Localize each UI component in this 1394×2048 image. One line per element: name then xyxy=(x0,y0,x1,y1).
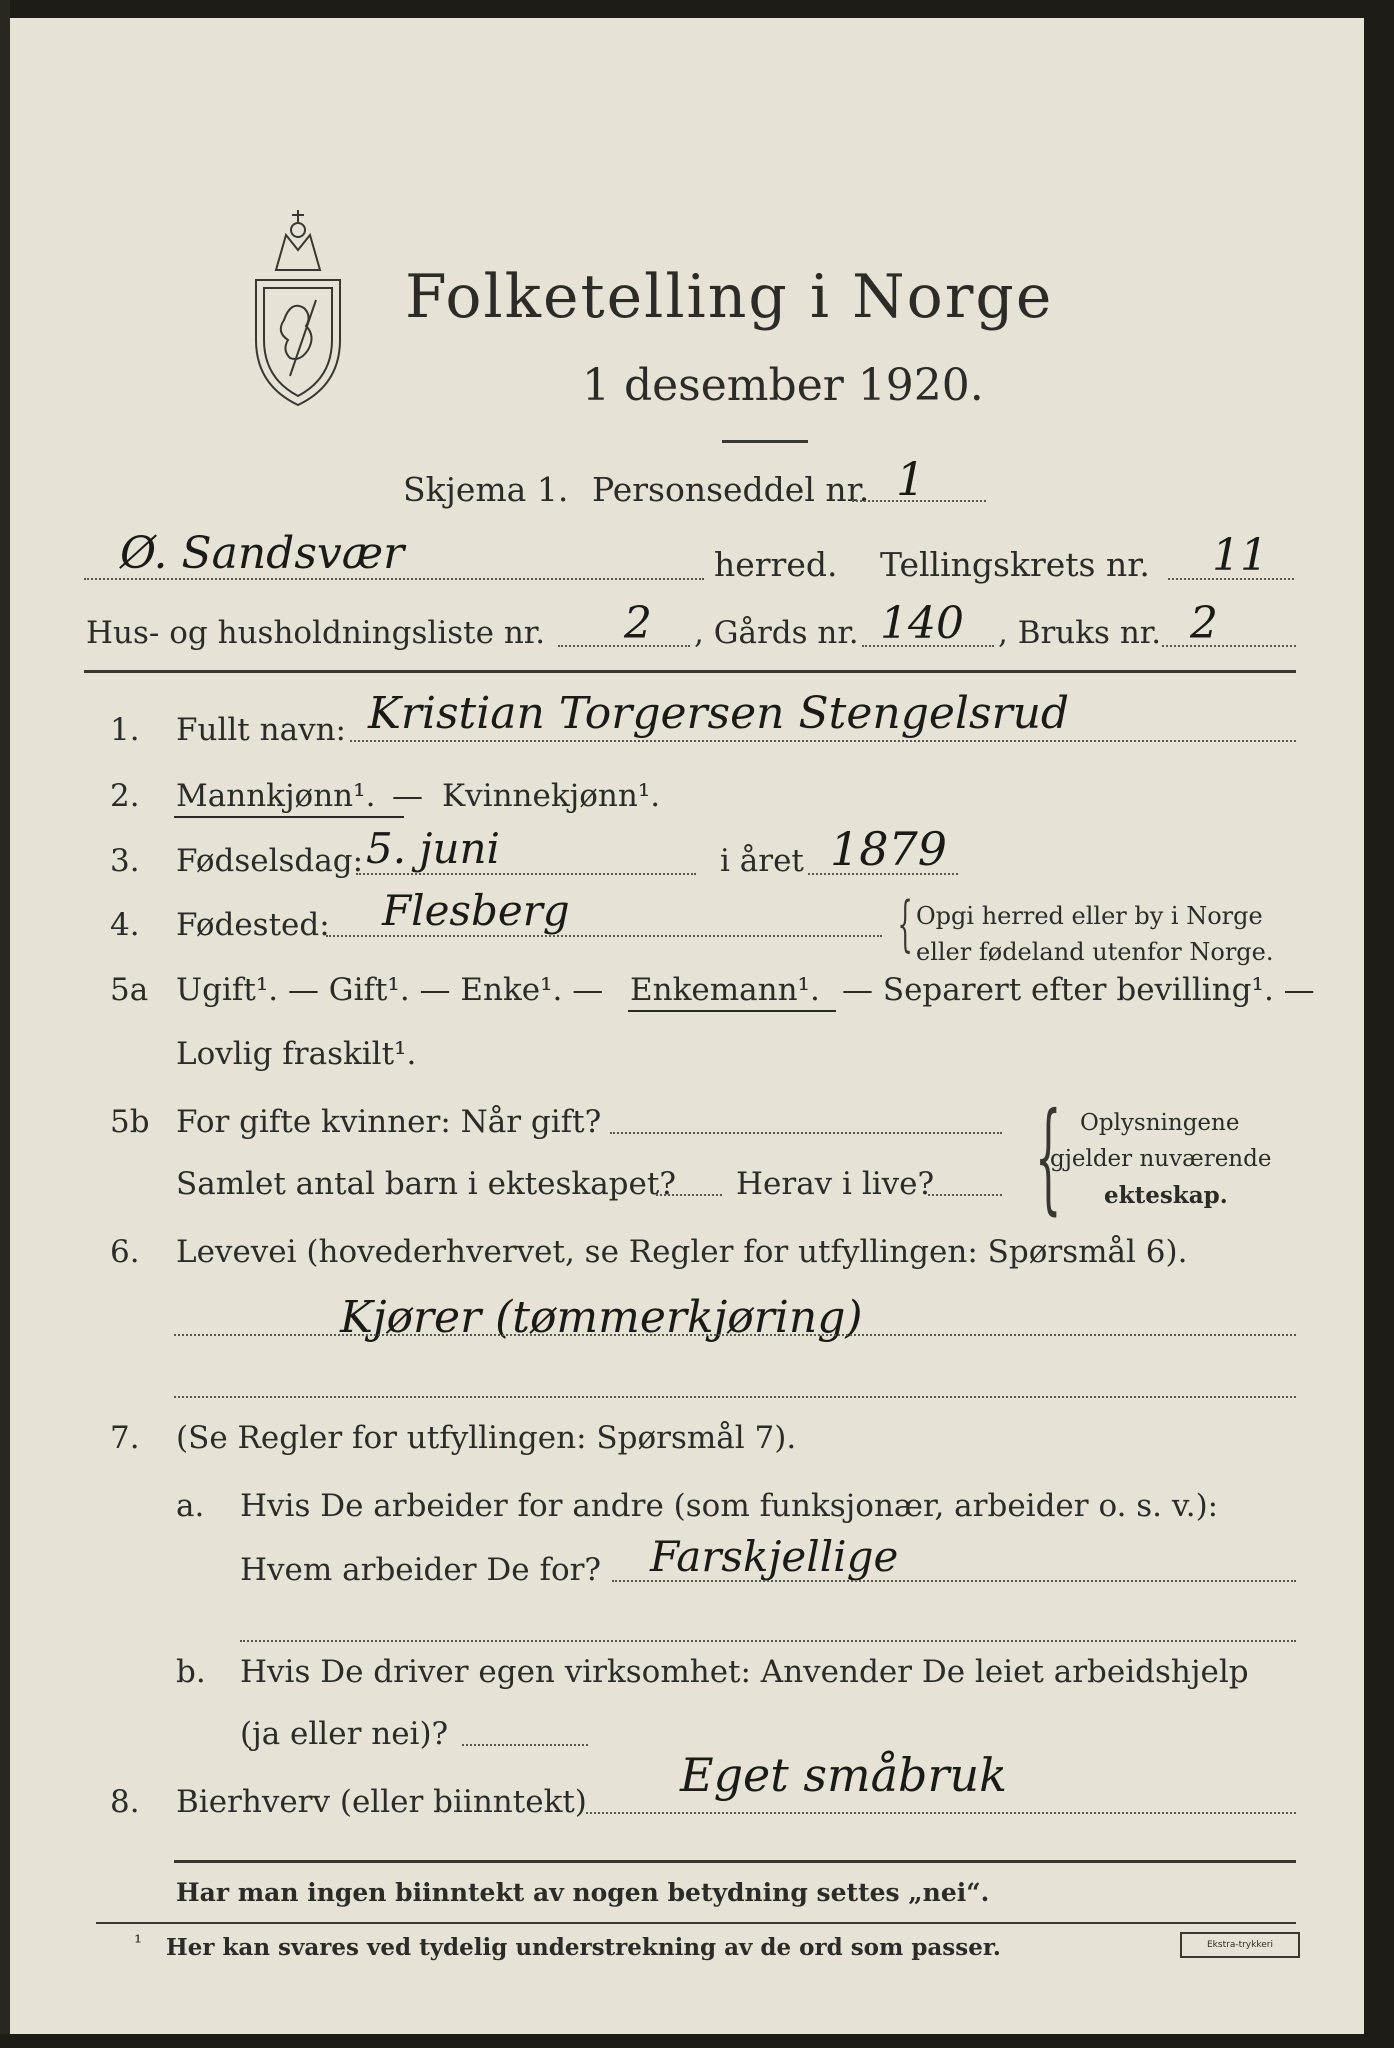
hus-value: 2 xyxy=(624,598,652,649)
title-divider xyxy=(722,440,808,443)
q3-year-label: i året xyxy=(720,843,804,879)
q7a-letter: a. xyxy=(176,1488,205,1524)
herred-line xyxy=(84,578,704,580)
q4-label: Fødested: xyxy=(176,907,330,943)
personseddel-value: 1 xyxy=(896,452,926,506)
q1-label: Fullt navn: xyxy=(176,712,346,748)
q7b-line-2: (ja eller nei)? xyxy=(240,1716,449,1752)
q7a-value: Farskjellige xyxy=(650,1532,899,1581)
q5b-number: 5b xyxy=(110,1104,150,1140)
q7-number: 7. xyxy=(110,1420,140,1456)
scan-border-right xyxy=(1364,0,1394,2048)
q8-label: Bierhverv (eller biinntekt) xyxy=(176,1784,587,1820)
q5b-brace: { xyxy=(1034,1088,1062,1227)
q5b-married-line xyxy=(610,1132,1002,1134)
q4-value: Flesberg xyxy=(382,886,570,935)
q4-line xyxy=(326,935,882,937)
tellingskrets-line xyxy=(1168,578,1294,580)
q2-number: 2. xyxy=(110,778,140,814)
bruks-value: 2 xyxy=(1190,598,1218,649)
q6-line-2 xyxy=(174,1396,1296,1398)
q5b-note-2: gjelder nuværende xyxy=(1050,1146,1272,1172)
q3-label: Fødselsdag: xyxy=(176,843,364,879)
herred-label: herred. xyxy=(714,545,838,584)
printer-stamp xyxy=(1180,1932,1300,1958)
q5a-number: 5a xyxy=(110,972,149,1008)
footer-divider xyxy=(96,1922,1296,1924)
q8-line xyxy=(586,1812,1296,1814)
scan-border-top xyxy=(0,0,1394,18)
q3-line xyxy=(356,873,696,875)
tellingskrets-label: Tellingskrets nr. xyxy=(880,545,1150,584)
q4-note-2: eller fødeland utenfor Norge. xyxy=(916,938,1274,966)
q5a-line-2: Lovlig fraskilt¹. xyxy=(176,1036,417,1072)
scan-border-left xyxy=(0,0,10,2048)
q3-value: 5. juni xyxy=(366,824,500,873)
norway-coat-of-arms-icon xyxy=(246,200,350,410)
q4-note-1: Opgi herred eller by i Norge xyxy=(916,902,1263,930)
personseddel-label: Personseddel nr. xyxy=(592,470,870,509)
printer-stamp-text: Ekstra-trykkeri xyxy=(1207,1940,1273,1950)
bruks-line xyxy=(1162,645,1296,647)
q2-sep: — xyxy=(392,778,423,814)
footer-note: Har man ingen biinntekt av nogen betydning settes „nei“. xyxy=(176,1878,990,1907)
q6-number: 6. xyxy=(110,1234,140,1270)
q2-male: Mannkjønn¹. xyxy=(176,778,376,814)
q4-number: 4. xyxy=(110,907,140,943)
q7b-letter: b. xyxy=(176,1654,206,1690)
personseddel-line xyxy=(852,500,986,502)
footnote-mark: ¹ xyxy=(134,1930,143,1954)
q5b-note-3: ekteskap. xyxy=(1104,1182,1228,1209)
q4-brace: { xyxy=(897,889,913,959)
scan-border-bottom xyxy=(0,2034,1394,2048)
q7b-line xyxy=(462,1744,588,1746)
bruks-label: , Bruks nr. xyxy=(998,615,1162,651)
q8-value: Eget småbruk xyxy=(680,1748,1007,1802)
gards-label: , Gårds nr. xyxy=(694,615,859,651)
q1-line xyxy=(350,740,1296,742)
herred-value: Ø. Sandsvær xyxy=(120,528,405,579)
header-divider xyxy=(84,670,1296,673)
q6-line-1 xyxy=(174,1334,1296,1336)
q3-number: 3. xyxy=(110,843,140,879)
q7b-line-1: Hvis De driver egen virksomhet: Anvender De leiet arbeidshjelp xyxy=(240,1654,1249,1690)
q6-value: Kjører (tømmerkjøring) xyxy=(340,1292,863,1343)
footnote-text: Her kan svares ved tydelig understrekning av de ord som passer. xyxy=(166,1934,1001,1961)
q5b-alive-label: Herav i live? xyxy=(736,1166,935,1202)
q7a-extra-line xyxy=(240,1640,1296,1642)
q1-value: Kristian Torgersen Stengelsrud xyxy=(368,688,1070,739)
q5a-enkemann-underline xyxy=(628,1010,836,1012)
q5b-note-1: Oplysningene xyxy=(1080,1110,1240,1136)
tellingskrets-value: 11 xyxy=(1212,530,1268,581)
q5b-line-1: For gifte kvinner: Når gift? xyxy=(176,1104,602,1140)
form-title: Folketelling i Norge xyxy=(405,262,1054,332)
q5b-alive-line xyxy=(928,1194,1002,1196)
hus-label: Hus- og husholdningsliste nr. xyxy=(86,615,546,651)
skjema-label: Skjema 1. xyxy=(403,470,569,509)
q3-year-value: 1879 xyxy=(830,822,948,876)
gards-value: 140 xyxy=(880,598,964,649)
q7a-line xyxy=(612,1580,1296,1582)
q7a-line-1: Hvis De arbeider for andre (som funksjonær, arbeider o. s. v.): xyxy=(240,1488,1219,1524)
q7a-line-2: Hvem arbeider De for? xyxy=(240,1552,602,1588)
form-subtitle: 1 desember 1920. xyxy=(582,360,984,411)
q1-number: 1. xyxy=(110,712,140,748)
q8-divider xyxy=(174,1860,1296,1863)
q5b-children-line xyxy=(656,1194,722,1196)
q5a-line-1: Ugift¹. — Gift¹. — Enke¹. — xyxy=(176,972,604,1008)
q2-male-underline xyxy=(174,816,404,818)
q2-female: Kvinnekjønn¹. xyxy=(442,778,661,814)
q5a-line-1b: — Separert efter bevilling¹. — xyxy=(842,972,1315,1008)
q8-number: 8. xyxy=(110,1784,140,1820)
q5b-line-2: Samlet antal barn i ekteskapet? xyxy=(176,1166,676,1202)
q3-year-line xyxy=(808,873,958,875)
q7-label: (Se Regler for utfyllingen: Spørsmål 7). xyxy=(176,1420,797,1456)
q6-label: Levevei (hovederhvervet, se Regler for utfyllingen: Spørsmål 6). xyxy=(176,1234,1188,1270)
q5a-enkemann: Enkemann¹. xyxy=(630,972,820,1008)
